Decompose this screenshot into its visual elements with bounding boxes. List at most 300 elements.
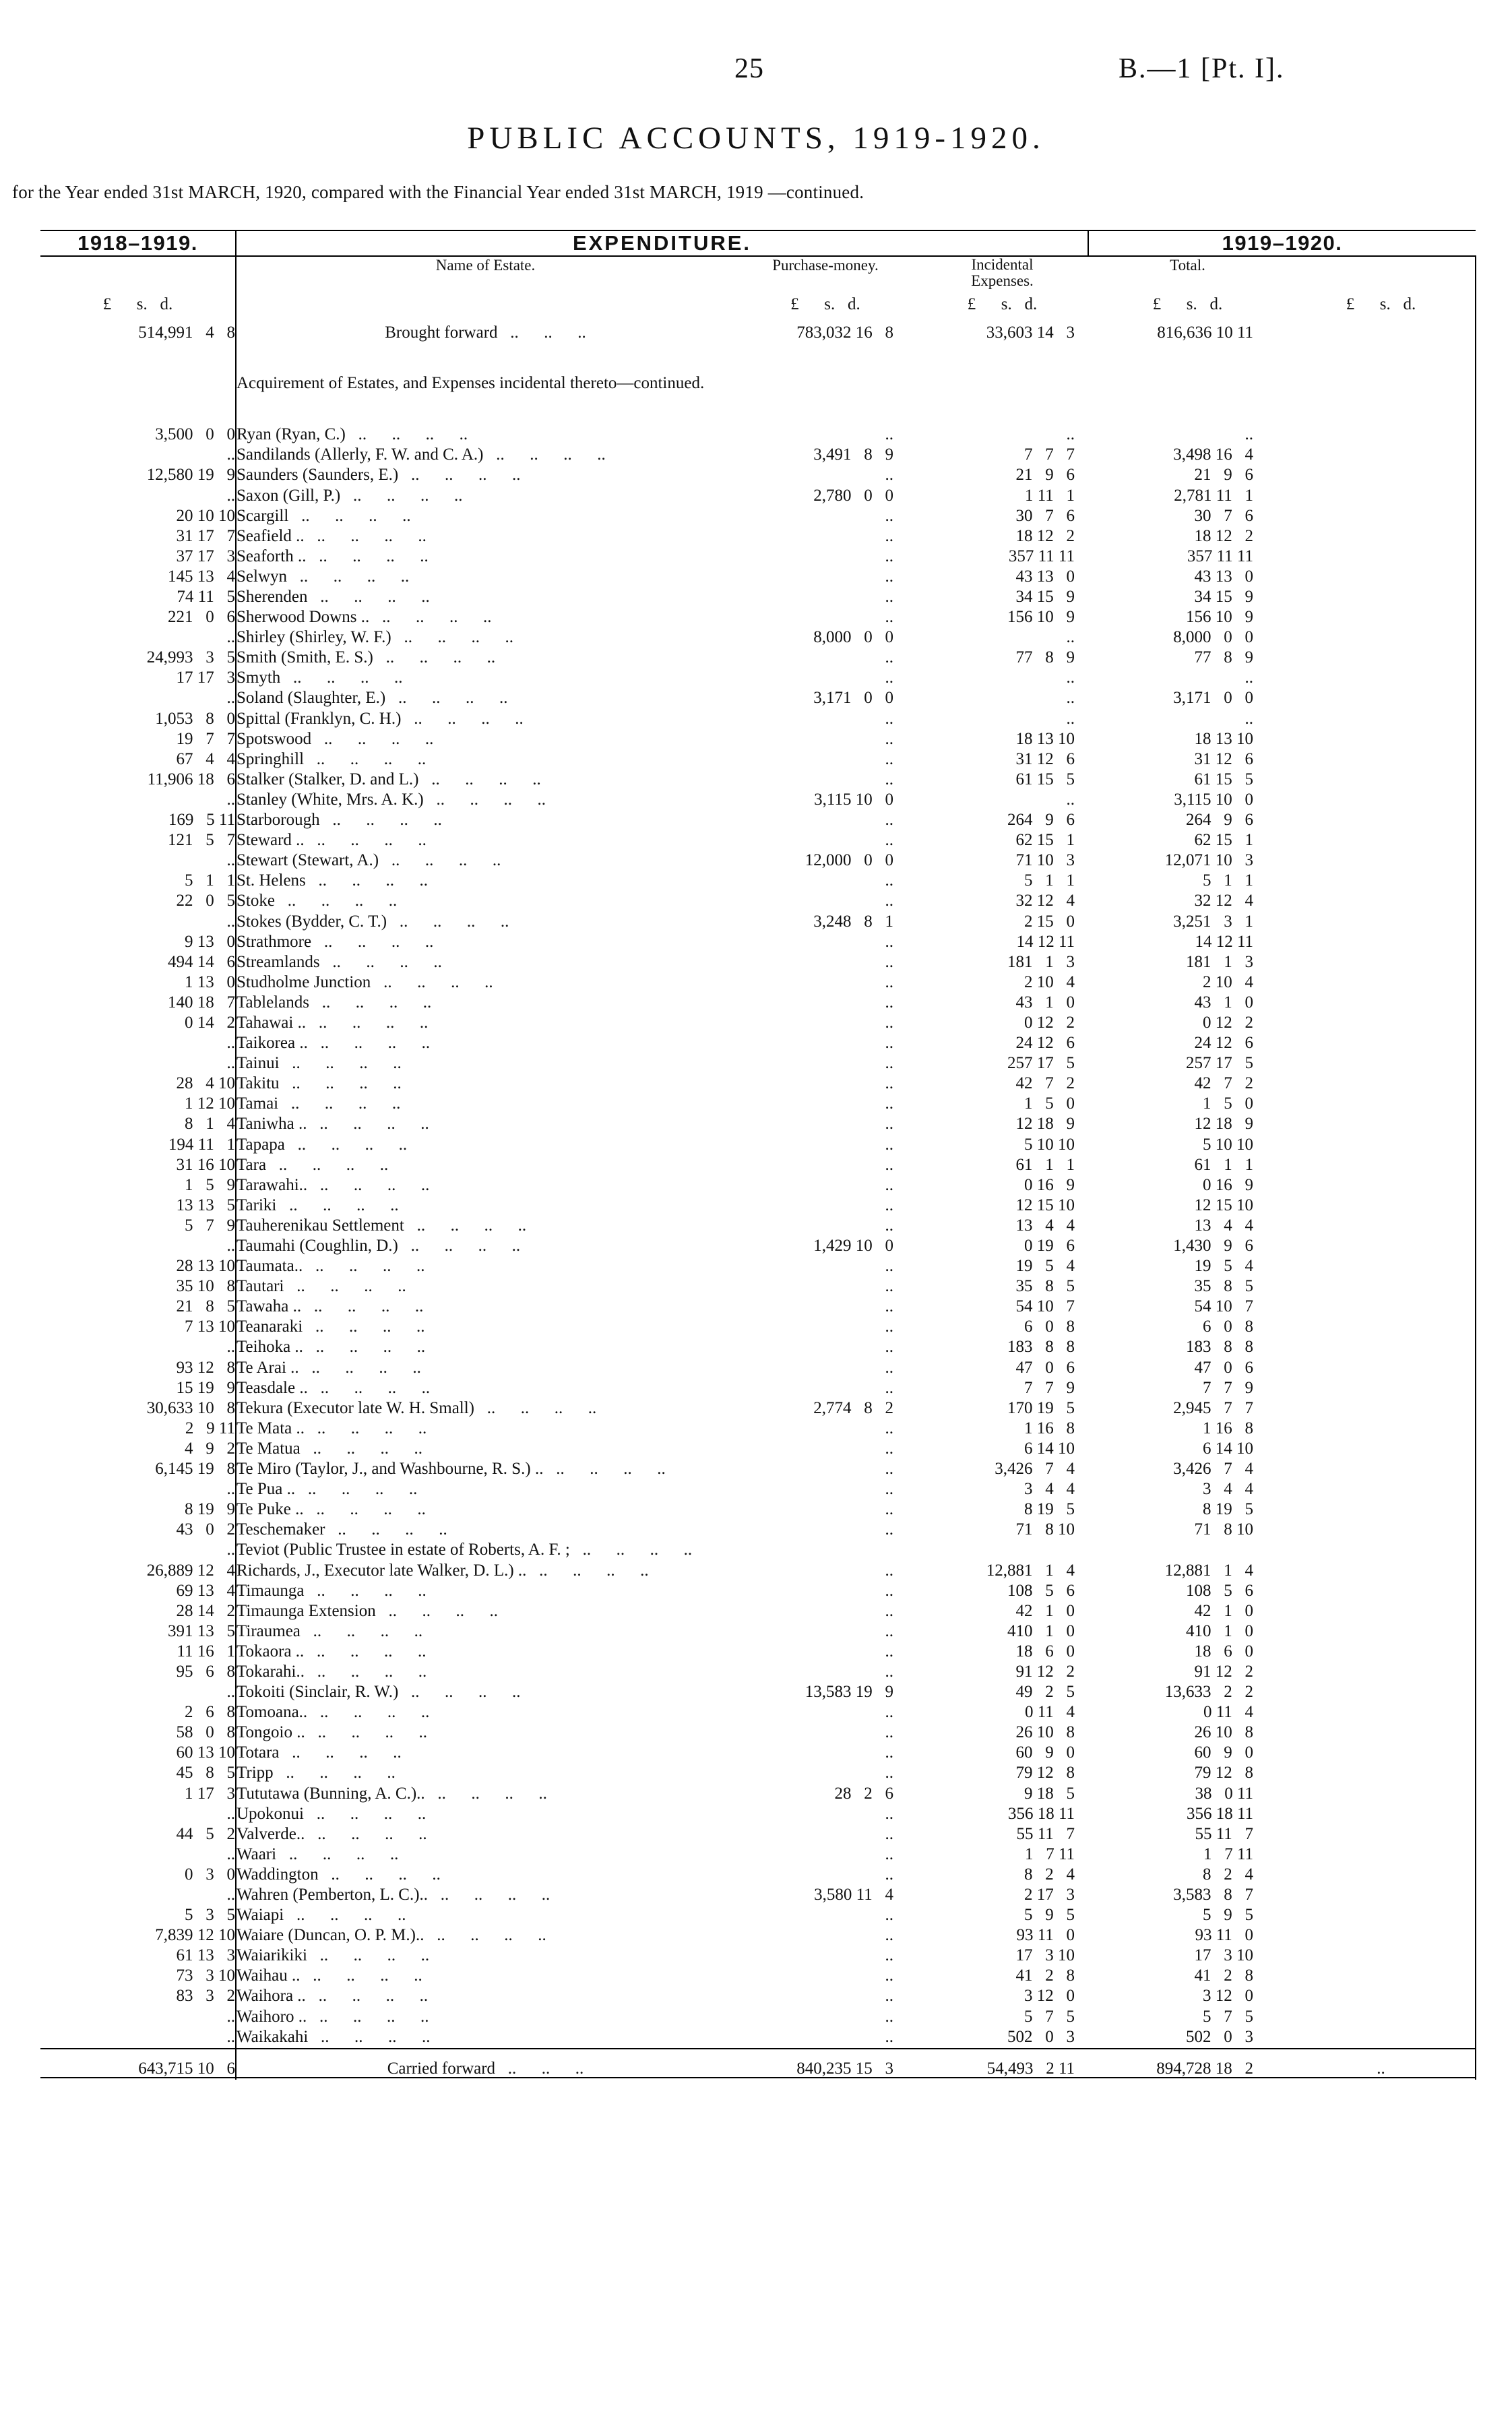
cell-far-right	[1287, 1177, 1476, 1197]
cell-incidental-expenses: 6 0 8	[1024, 1317, 1075, 1336]
cell-far-right	[1287, 1886, 1476, 1906]
cell-incidental-expenses: 14 12 11	[1016, 932, 1075, 951]
cell-total: 13 4 4	[1194, 1216, 1254, 1235]
estate-name-text: Stoke	[237, 892, 275, 910]
estate-name-text: Seaforth ..	[237, 547, 307, 565]
leader-dots: .. .. .. ..	[308, 2027, 431, 2046]
table-row	[40, 1298, 1476, 1318]
cell-far-right	[1287, 1501, 1476, 1521]
cell-far-right	[1287, 1724, 1476, 1744]
cell-prev-year: ..	[226, 1886, 235, 1904]
leader-dots: .. .. .. ..	[307, 1703, 430, 1722]
cell-purchase-money: 1,429 10 0	[813, 1237, 893, 1255]
cell-estate-name	[236, 1095, 734, 1115]
cell-total: 1,430 9 6	[1173, 1237, 1254, 1255]
leader-dots: .. .. .. ..	[474, 1398, 597, 1417]
cell-total: 43 1 0	[1194, 993, 1254, 1012]
cell-estate-name	[236, 731, 734, 751]
table-row	[40, 446, 1476, 466]
cell-far-right	[1287, 2008, 1476, 2028]
leader-dots: .. .. .. ..	[307, 1378, 431, 1397]
cell-prev-year: 2 6 8	[185, 1703, 235, 1722]
lsd-purchase: £ s. d.	[790, 295, 860, 313]
cell-prev-year: 20 10 10	[176, 506, 235, 525]
table-row	[40, 1136, 1476, 1156]
cell-estate-name	[236, 507, 734, 528]
estate-name-text: Waihora ..	[237, 1987, 306, 2006]
estate-name-text: Waiapi	[237, 1906, 284, 1925]
col-header-expenditure: EXPENDITURE.	[236, 230, 1088, 256]
estate-name-text: Stanley (White, Mrs. A. K.)	[237, 790, 424, 809]
cell-incidental-expenses: 5 9 5	[1024, 1906, 1075, 1925]
cell-purchase-money: ..	[885, 1743, 893, 1762]
cell-total: 5 7 5	[1203, 2007, 1254, 2026]
table-row	[40, 689, 1476, 710]
estate-name-text: Taikorea ..	[237, 1034, 308, 1053]
cell-total: 61 15 5	[1194, 770, 1254, 788]
leader-dots: .. .. .. ..	[305, 1987, 429, 2006]
cell-prev-year: 8 1 4	[185, 1115, 235, 1134]
cell-purchase-money: ..	[885, 1703, 893, 1722]
table-row	[40, 1237, 1476, 1258]
cell-estate-name	[236, 2008, 734, 2028]
cell-far-right	[1287, 1379, 1476, 1400]
cell-purchase-money: ..	[885, 648, 893, 667]
cell-incidental-expenses: 43 1 0	[1015, 993, 1075, 1012]
cell-prev-year: 19 7 7	[176, 729, 235, 748]
cell-prev-year: 1 13 0	[185, 972, 235, 991]
leader-dots: .. .. .. ..	[295, 1480, 418, 1499]
cell-far-right	[1287, 1298, 1476, 1318]
cell-incidental-expenses	[916, 1541, 1088, 1561]
cell-incidental-expenses: 181 1 3	[1007, 952, 1075, 971]
cell-purchase-money: ..	[885, 1378, 893, 1397]
cell-total: 12,881 1 4	[1164, 1561, 1254, 1580]
cell-total: 2 10 4	[1203, 972, 1254, 991]
cell-far-right	[1287, 1927, 1476, 1947]
cell-total: 43 13 0	[1194, 567, 1254, 586]
cell-far-right	[1287, 852, 1476, 872]
cell-prev-year: 43 0 2	[176, 1520, 235, 1539]
cell-estate-name	[236, 1987, 734, 2008]
cell-total: 12 18 9	[1194, 1115, 1254, 1134]
table-row	[40, 466, 1476, 487]
table-row	[40, 1805, 1476, 1826]
estate-name-text: Seafield ..	[237, 526, 305, 545]
leader-dots: .. .. .. ..	[305, 1419, 427, 1437]
leader-dots: .. .. .. ..	[418, 770, 541, 788]
cell-total: 14 12 11	[1195, 932, 1254, 951]
leader-dots: .. .. .. ..	[309, 993, 432, 1012]
cell-purchase-money: ..	[885, 1155, 893, 1174]
cell-total: 5 9 5	[1203, 1906, 1254, 1925]
carried-forward-label	[236, 2049, 734, 2078]
cell-total: 1 16 8	[1203, 1419, 1254, 1437]
cell-purchase-money: ..	[885, 811, 893, 830]
cell-prev-year: 28 13 10	[176, 1257, 235, 1276]
cell-incidental-expenses: 35 8 5	[1015, 1277, 1075, 1296]
cell-purchase-money: ..	[885, 1906, 893, 1925]
cell-estate-name	[236, 1906, 734, 1927]
leader-dots: .. .. .. ..	[306, 1013, 429, 1032]
leader-dots: .. .. .. ..	[284, 1277, 406, 1296]
cell-incidental-expenses: 410 1 0	[1007, 1621, 1075, 1640]
estate-name-text: Stokes (Bydder, C. T.)	[237, 912, 387, 931]
cell-estate-name	[236, 1481, 734, 1501]
cell-far-right	[1287, 1987, 1476, 2008]
table-row	[40, 1075, 1476, 1095]
cell-incidental-expenses: 34 15 9	[1015, 588, 1075, 606]
leader-dots: .. .. .. ..	[276, 1196, 399, 1214]
cell-estate-name	[236, 689, 734, 710]
cell-purchase-money: ..	[885, 506, 893, 525]
cell-incidental-expenses: 108 5 6	[1007, 1581, 1075, 1600]
cell-prev-year: ..	[226, 1541, 235, 1559]
cell-total: 47 0 6	[1194, 1358, 1254, 1377]
cell-prev-year: 31 16 10	[176, 1155, 235, 1174]
cell-total: 3,171 0 0	[1173, 689, 1254, 708]
cell-far-right	[1287, 1014, 1476, 1034]
cell-total: 7 7 9	[1203, 1378, 1254, 1397]
leader-dots: .. .. .. ..	[428, 1886, 550, 1904]
cell-purchase-money: ..	[885, 1926, 893, 1945]
table-row	[40, 507, 1476, 528]
cell-purchase-money: ..	[885, 1297, 893, 1316]
cell-incidental-expenses: 7 7 7	[1024, 445, 1075, 464]
cell-incidental-expenses: ..	[1066, 790, 1075, 809]
cell-far-right	[1287, 811, 1476, 832]
estate-name-text: Taumata..	[237, 1257, 303, 1276]
cell-purchase-money: ..	[885, 1358, 893, 1377]
brought-forward-row	[40, 324, 1476, 341]
table-row	[40, 609, 1476, 629]
cell-incidental-expenses: 13 4 4	[1015, 1216, 1075, 1235]
estate-name-text: Te Miro (Taylor, J., and Washbourne, R. S.) ..	[237, 1460, 544, 1479]
lsd-total: £ s. d.	[1152, 295, 1223, 313]
cell-total: 264 9 6	[1186, 811, 1254, 830]
cell-estate-name	[236, 1460, 734, 1481]
cell-purchase-money: ..	[885, 1601, 893, 1620]
table-row	[40, 426, 1476, 446]
cell-prev-year: ..	[226, 1338, 235, 1357]
cell-total: 71 8 10	[1194, 1520, 1254, 1539]
cell-total: 77 8 9	[1194, 648, 1254, 667]
sh-b1	[734, 341, 916, 426]
cell-prev-year: 169 5 11	[168, 811, 235, 830]
cell-estate-name	[236, 771, 734, 791]
carried-forward-far-right: ..	[1287, 2049, 1476, 2078]
cell-purchase-money: ..	[885, 1054, 893, 1073]
cell-far-right	[1287, 609, 1476, 629]
table-row	[40, 1562, 1476, 1582]
table-row	[40, 1095, 1476, 1115]
cell-incidental-expenses: 18 12 2	[1015, 526, 1075, 545]
cell-estate-name	[236, 811, 734, 832]
table-row	[40, 1338, 1476, 1359]
estate-name-text: Tariki	[237, 1196, 277, 1214]
lsd-prev: £ s. d.	[102, 295, 173, 313]
cell-prev-year: 22 0 5	[176, 892, 235, 910]
cell-incidental-expenses: 12,881 1 4	[986, 1561, 1075, 1580]
cell-estate-name	[236, 1683, 734, 1704]
cell-purchase-money: 2,780 0 0	[813, 486, 893, 505]
cell-purchase-money: ..	[885, 1581, 893, 1600]
leader-dots: .. .. .. ..	[284, 1906, 406, 1925]
table-row	[40, 1927, 1476, 1947]
cell-prev-year: 221 0 6	[168, 608, 235, 627]
cell-incidental-expenses: 8 2 4	[1024, 1865, 1075, 1884]
cell-purchase-money: ..	[885, 588, 893, 606]
leader-dots: .. .. .. ..	[300, 1621, 423, 1640]
cell-incidental-expenses: 26 10 8	[1015, 1723, 1075, 1742]
estate-name-text: Upokonui	[237, 1804, 304, 1823]
cell-far-right	[1287, 771, 1476, 791]
cell-estate-name	[236, 609, 734, 629]
cell-estate-name	[236, 1075, 734, 1095]
cell-prev-year: 28 4 10	[176, 1074, 235, 1093]
cell-estate-name	[236, 872, 734, 892]
subheader-name-of-estate: Name of Estate.	[236, 256, 734, 296]
cell-prev-year: 74 11 5	[177, 588, 235, 606]
cell-prev-year: 3,500 0 0	[155, 425, 235, 444]
table-row	[40, 2008, 1476, 2028]
cell-total: 156 10 9	[1186, 608, 1254, 627]
leader-dots: .. .. .. ..	[398, 1683, 521, 1702]
cell-total: 18 6 0	[1194, 1642, 1254, 1661]
estate-name-text: Studholme Junction	[237, 972, 371, 991]
cell-prev-year: 121 5 7	[168, 831, 235, 850]
cell-purchase-money: ..	[885, 932, 893, 951]
cell-total: 12 15 10	[1194, 1196, 1254, 1214]
cell-incidental-expenses: 1 16 8	[1024, 1419, 1075, 1437]
leader-dots: .. .. .. ..	[379, 851, 501, 870]
table-row	[40, 1744, 1476, 1764]
leader-dots: .. .. .. ..	[266, 1155, 389, 1174]
cell-estate-name	[236, 994, 734, 1014]
leader-dots: .. .. .. ..	[311, 932, 434, 951]
table-row	[40, 1521, 1476, 1541]
table-row	[40, 1318, 1476, 1338]
brought-forward-text: Brought forward	[385, 323, 498, 342]
estate-name-text: Tawaha ..	[237, 1297, 302, 1316]
cell-purchase-money: ..	[885, 749, 893, 768]
cell-estate-name	[236, 1805, 734, 1826]
cell-total: 19 5 4	[1194, 1257, 1254, 1276]
cell-total	[1088, 1541, 1287, 1561]
cell-incidental-expenses: 42 1 0	[1015, 1601, 1075, 1620]
cell-total: 0 16 9	[1203, 1175, 1254, 1194]
estate-name-text: Tekura (Executor late W. H. Small)	[237, 1398, 475, 1417]
leader-dots: .. .. .. ..	[304, 749, 427, 768]
cell-purchase-money	[734, 1541, 916, 1561]
table-row	[40, 568, 1476, 588]
page-subtitle: for the Year ended 31st MARCH, 1920, compared with the Financial Year ended 31st MARCH, 1919 —continued.	[12, 182, 864, 202]
estate-name-text: Sherenden	[237, 588, 308, 606]
cell-incidental-expenses: 30 7 6	[1015, 506, 1075, 525]
cell-prev-year: ..	[226, 689, 235, 708]
cell-total: ..	[1245, 709, 1254, 728]
leader-dots: .. .. .. ..	[307, 1175, 430, 1194]
cell-estate-name	[236, 1278, 734, 1298]
cell-prev-year: 0 3 0	[185, 1865, 235, 1884]
cell-far-right	[1287, 731, 1476, 751]
cell-total: 3,583 8 7	[1173, 1886, 1254, 1904]
table-row	[40, 1481, 1476, 1501]
cell-estate-name	[236, 528, 734, 548]
cell-estate-name	[236, 1298, 734, 1318]
cell-prev-year: ..	[226, 2027, 235, 2046]
cell-total: 60 9 0	[1194, 1743, 1254, 1762]
table-row	[40, 751, 1476, 771]
rule-1	[40, 2078, 236, 2080]
leader-dots: .. .. .. ..	[279, 1054, 402, 1073]
cell-far-right	[1287, 588, 1476, 609]
leader-dots: .. .. .. ..	[304, 1804, 427, 1823]
brought-forward-prev: 514,991 4 8	[138, 323, 235, 342]
cell-prev-year: 69 13 4	[176, 1581, 235, 1600]
cell-estate-name	[236, 1379, 734, 1400]
rule-5	[1088, 2078, 1287, 2080]
leader-dots: .. .. .. ..	[543, 1460, 666, 1479]
cell-estate-name	[236, 1115, 734, 1136]
leader-dots: .. .. .. ..	[311, 729, 434, 748]
leader-dots: .. .. .. ..	[304, 1581, 427, 1600]
cell-estate-name	[236, 1541, 734, 1561]
cell-incidental-expenses: 17 3 10	[1015, 1946, 1075, 1965]
cell-total: ..	[1245, 425, 1254, 444]
leader-dots: .. .. .. ..	[391, 628, 513, 647]
cell-estate-name	[236, 751, 734, 771]
cell-incidental-expenses: ..	[1066, 425, 1075, 444]
cell-purchase-money: ..	[885, 669, 893, 687]
estate-name-text: Stalker (Stalker, D. and L.)	[237, 770, 419, 788]
table-bottom-rule-row	[40, 2078, 1476, 2080]
leader-dots: .. .. .. ..	[375, 1601, 498, 1620]
cell-estate-name	[236, 669, 734, 689]
cell-far-right	[1287, 1278, 1476, 1298]
estate-name-text: Tamai	[237, 1094, 279, 1113]
cell-purchase-money: ..	[885, 871, 893, 890]
cell-prev-year: 6,145 19 8	[155, 1460, 235, 1479]
cell-purchase-money: ..	[885, 1764, 893, 1782]
subheader-purchase-money: Purchase-money.	[772, 257, 879, 274]
table-row	[40, 1014, 1476, 1034]
cell-incidental-expenses: 54 10 7	[1015, 1297, 1075, 1316]
cell-total: 1 7 11	[1203, 1844, 1254, 1863]
estate-name-text: Shirley (Shirley, W. F.)	[237, 628, 391, 647]
cell-far-right	[1287, 1338, 1476, 1359]
cell-far-right	[1287, 689, 1476, 710]
cell-purchase-money: ..	[885, 1520, 893, 1539]
cell-estate-name	[236, 1318, 734, 1338]
leader-dots: .. .. .. ..	[303, 1317, 425, 1336]
cell-purchase-money: ..	[885, 1419, 893, 1437]
table-row	[40, 771, 1476, 791]
table-row	[40, 872, 1476, 892]
estate-name-text: Teanaraki	[237, 1317, 303, 1336]
cell-prev-year: 95 6 8	[176, 1662, 235, 1681]
cell-incidental-expenses: 24 12 6	[1015, 1034, 1075, 1053]
cell-incidental-expenses: 31 12 6	[1015, 749, 1075, 768]
cell-prev-year: ..	[226, 1844, 235, 1863]
cell-estate-name	[236, 933, 734, 954]
table-subheader-row	[40, 256, 1476, 296]
estate-name-text: Waikakahi	[237, 2027, 309, 2046]
cell-purchase-money: ..	[885, 1074, 893, 1093]
cell-incidental-expenses: 0 12 2	[1024, 1013, 1075, 1032]
cell-purchase-money: ..	[885, 1480, 893, 1499]
leader-dots: .. .. .. ..	[279, 1743, 402, 1762]
table-body	[40, 426, 1476, 2049]
cell-estate-name	[236, 1258, 734, 1278]
estate-name-text: Tarawahi..	[237, 1175, 308, 1194]
leader-dots: .. .. .. ..	[305, 1723, 427, 1742]
cell-far-right	[1287, 1400, 1476, 1420]
accounts-table	[40, 230, 1476, 2080]
cell-prev-year: 7,839 12 10	[155, 1926, 235, 1945]
cell-far-right	[1287, 1217, 1476, 1237]
estate-name-text: Tahawai ..	[237, 1013, 307, 1032]
cell-prev-year: 17 17 3	[176, 669, 235, 687]
carried-forward-text: Carried forward	[387, 2059, 496, 2078]
table-row	[40, 1217, 1476, 1237]
cell-far-right	[1287, 974, 1476, 994]
leader-dots: .. .. .. ..	[276, 1844, 399, 1863]
cell-incidental-expenses: 156 10 9	[1007, 608, 1075, 627]
cell-incidental-expenses: 3 4 4	[1024, 1480, 1075, 1499]
cell-total: 42 7 2	[1194, 1074, 1254, 1093]
cell-purchase-money: ..	[885, 425, 893, 444]
cell-incidental-expenses: 5 10 10	[1024, 1135, 1075, 1154]
cell-incidental-expenses: 77 8 9	[1015, 648, 1075, 667]
subheader-blank-left	[40, 256, 236, 296]
cell-prev-year: 0 14 2	[185, 1013, 235, 1032]
leader-dots: .. .. .. ..	[318, 1865, 441, 1884]
cell-total: 3,498 16 4	[1173, 445, 1254, 464]
cell-total: 54 10 7	[1194, 1297, 1254, 1316]
cell-total: 6 14 10	[1203, 1439, 1254, 1458]
leader-dots: .. .. .. ..	[298, 1358, 421, 1377]
cell-far-right	[1287, 1359, 1476, 1379]
cell-prev-year: 391 13 5	[168, 1621, 235, 1640]
cell-far-right	[1287, 832, 1476, 852]
cell-total: 502 0 3	[1186, 2027, 1254, 2046]
cell-estate-name	[236, 1744, 734, 1764]
cell-purchase-money: ..	[885, 608, 893, 627]
cell-incidental-expenses: 71 8 10	[1015, 1520, 1075, 1539]
cell-incidental-expenses: 5 1 1	[1024, 871, 1075, 890]
cell-purchase-money: ..	[885, 892, 893, 910]
cell-incidental-expenses: ..	[1066, 709, 1075, 728]
cell-purchase-money: ..	[885, 1115, 893, 1134]
cell-purchase-money: ..	[885, 1338, 893, 1357]
cell-total: 3 12 0	[1203, 1987, 1254, 2006]
table-row	[40, 1663, 1476, 1683]
cell-estate-name	[236, 1136, 734, 1156]
cell-estate-name	[236, 568, 734, 588]
cell-estate-name	[236, 1237, 734, 1258]
subheader-total: Total.	[1170, 257, 1205, 274]
table-row	[40, 1258, 1476, 1278]
cell-incidental-expenses: 170 19 5	[1007, 1398, 1075, 1417]
table-row	[40, 1643, 1476, 1663]
cell-estate-name	[236, 954, 734, 974]
cell-total: 8 19 5	[1203, 1500, 1254, 1519]
cell-incidental-expenses: 7 7 9	[1024, 1378, 1075, 1397]
cell-purchase-money: ..	[885, 1865, 893, 1884]
table-row	[40, 1947, 1476, 1967]
leader-dots: .. .. .. ..	[307, 2007, 429, 2026]
